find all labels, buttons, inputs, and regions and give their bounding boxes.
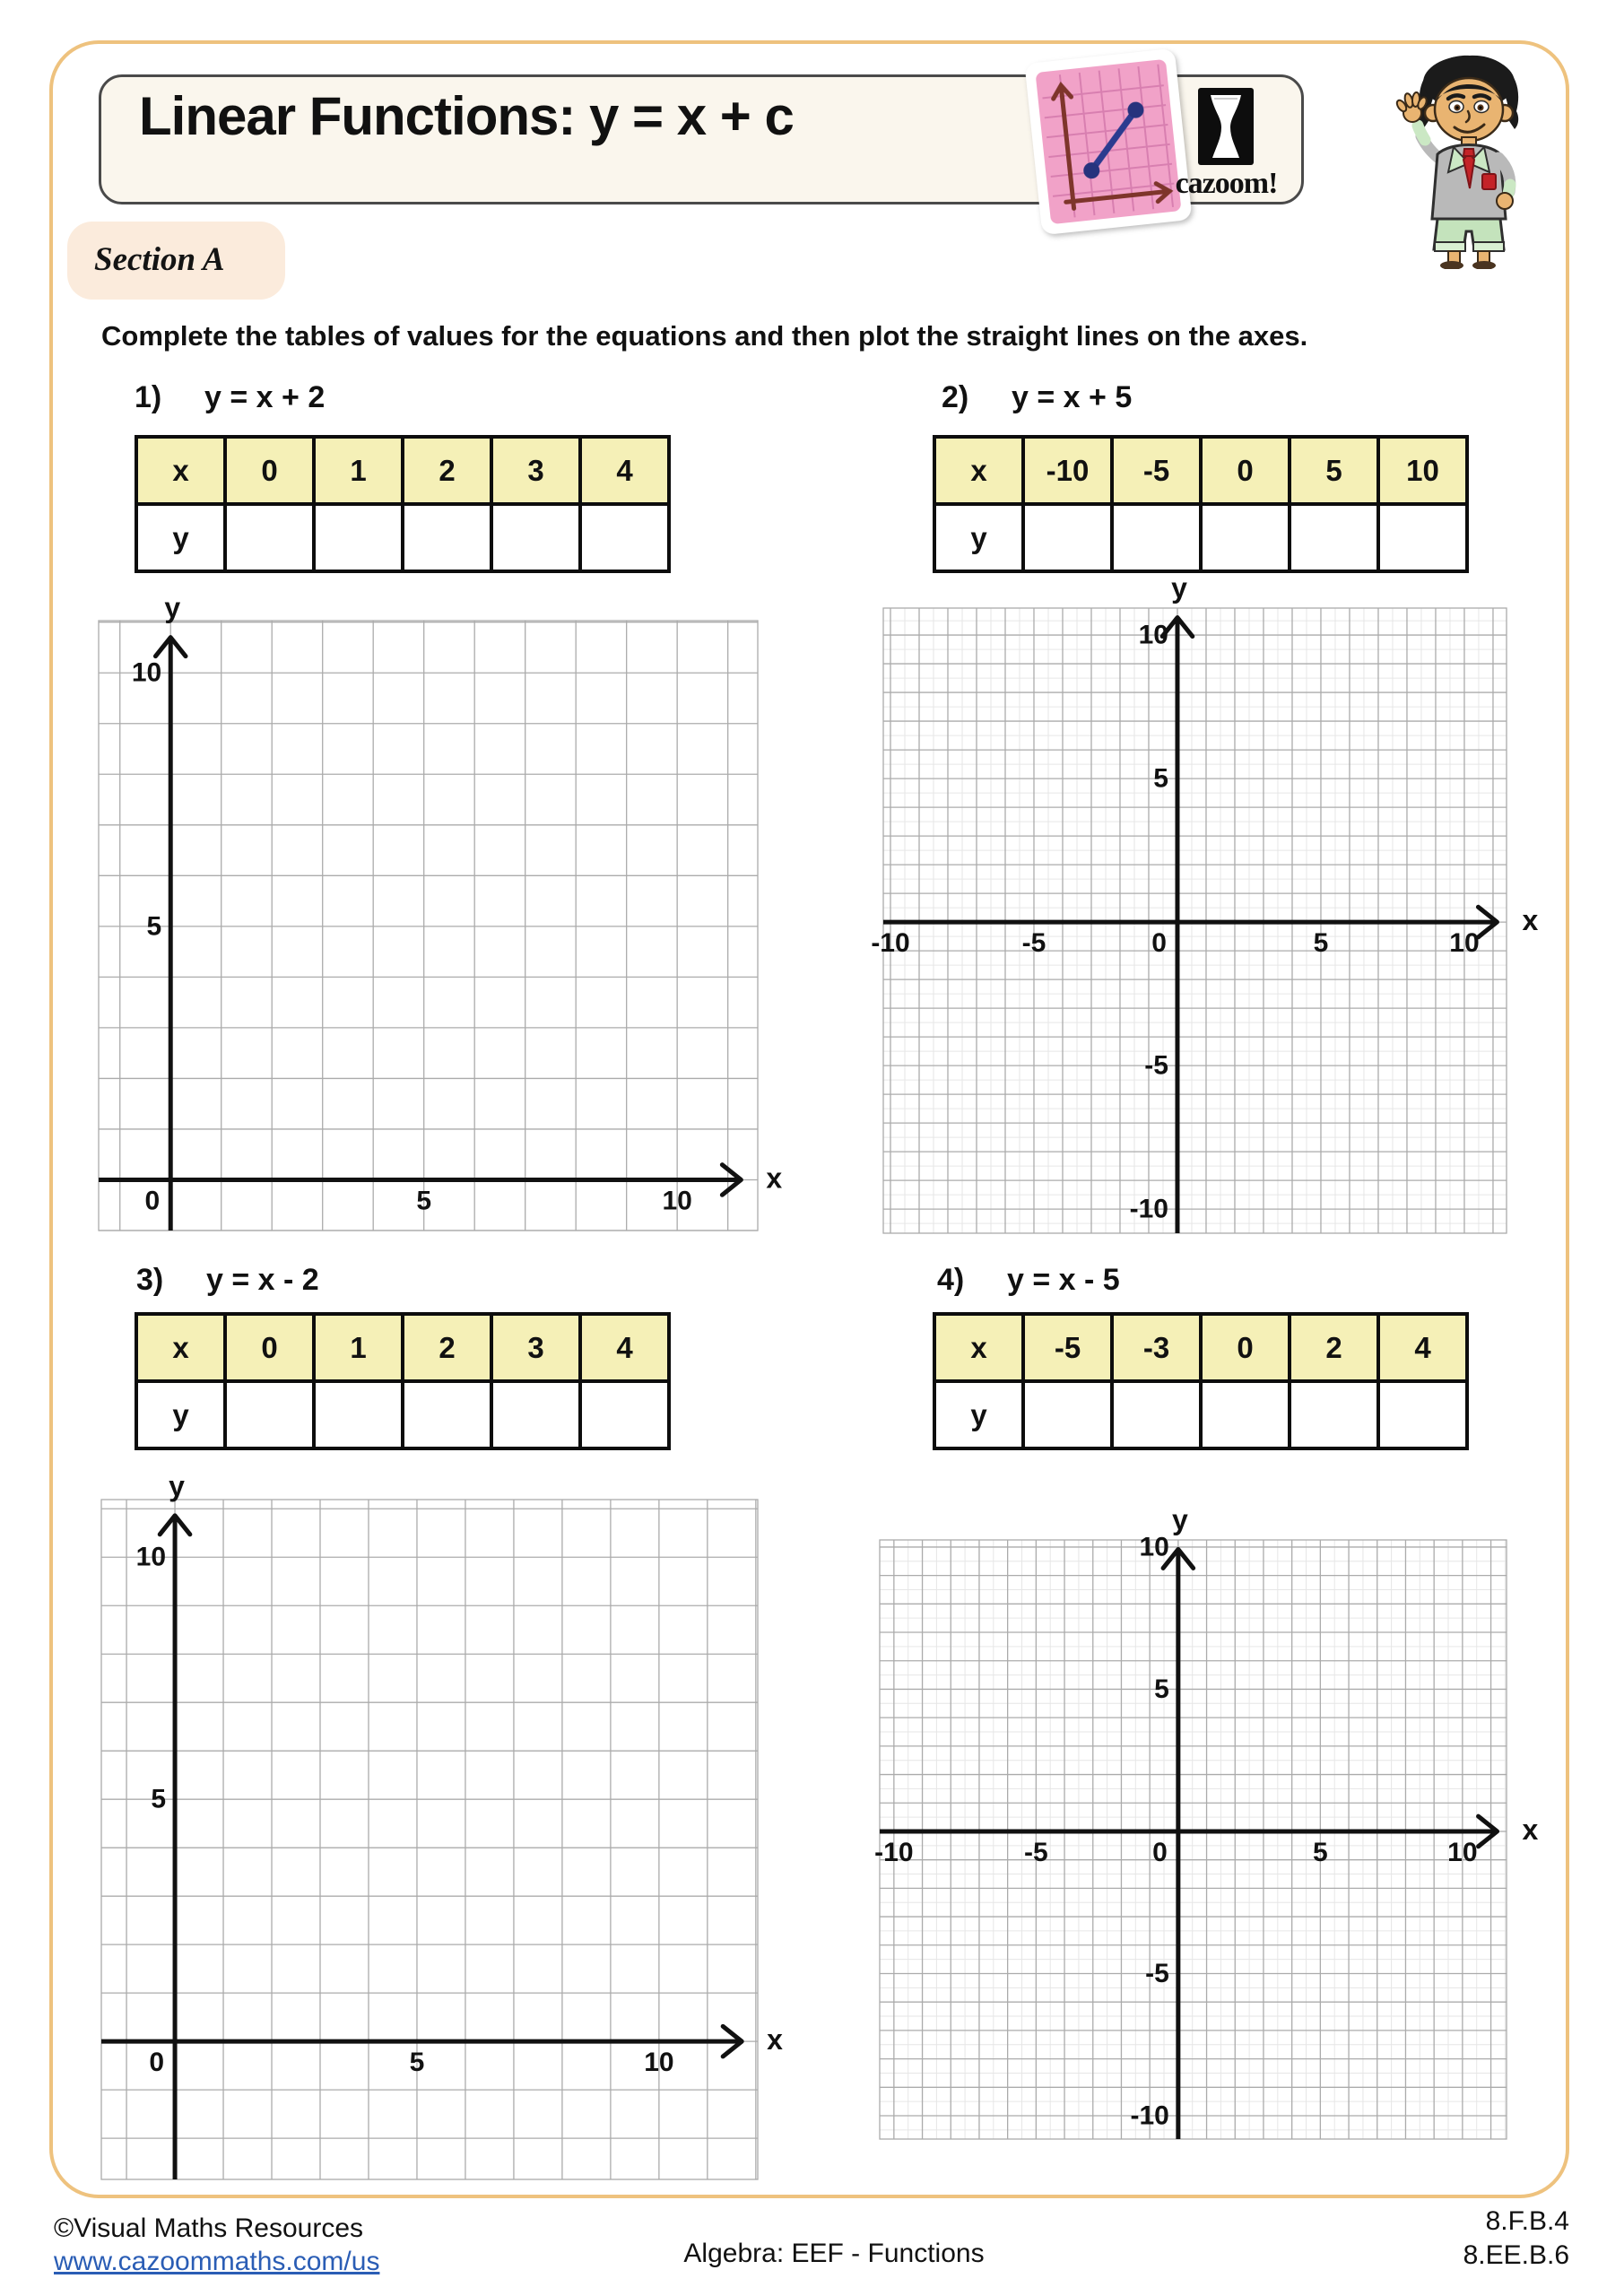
svg-text:0: 0 <box>1151 927 1167 958</box>
svg-text:5: 5 <box>416 1186 432 1216</box>
svg-text:y: y <box>169 1469 185 1502</box>
svg-text:x: x <box>1522 1813 1539 1846</box>
svg-text:5: 5 <box>1153 763 1168 794</box>
svg-text:0: 0 <box>144 1186 161 1216</box>
x-value-cell: 4 <box>580 1314 669 1381</box>
values-table-2 <box>933 435 1469 573</box>
svg-text:y: y <box>1171 1503 1188 1536</box>
x-value-cell: 0 <box>225 1314 314 1381</box>
x-value-cell: 0 <box>225 437 314 504</box>
row-header-cell: x <box>136 1314 225 1381</box>
answer-cell <box>1112 1381 1201 1448</box>
problem-1-equation: y = x + 2 <box>204 380 326 414</box>
page-title: Linear Functions: y = x + c <box>139 86 794 146</box>
problem-2-number: 2) <box>942 380 969 414</box>
row-header-cell: y <box>136 1381 225 1448</box>
website-link[interactable]: www.cazoommaths.com/us <box>54 2247 380 2276</box>
x-value-cell: -10 <box>1023 437 1112 504</box>
row-header-cell: x <box>934 1314 1023 1381</box>
svg-text:10: 10 <box>1449 927 1480 958</box>
x-value-cell: 0 <box>1201 1314 1290 1381</box>
answer-cell <box>314 504 403 571</box>
standard-code-2: 8.EE.B.6 <box>1463 2240 1569 2270</box>
problem-4-equation: y = x - 5 <box>1007 1263 1120 1297</box>
answer-cell <box>1112 504 1201 571</box>
problem-1-number: 1) <box>135 380 162 414</box>
x-value-cell: 10 <box>1378 437 1467 504</box>
answer-cell <box>1378 1381 1467 1448</box>
answer-cell <box>225 504 314 571</box>
boy-mascot-illustration <box>1385 47 1551 269</box>
cazoom-logo-text: cazoom! <box>1175 167 1278 200</box>
svg-text:10: 10 <box>644 2047 674 2077</box>
problem-1-heading <box>135 380 325 415</box>
x-value-cell: 1 <box>314 437 403 504</box>
row-header-cell: x <box>136 437 225 504</box>
x-value-cell: 0 <box>1201 437 1290 504</box>
standards-codes <box>1211 2205 1569 2273</box>
answer-cell <box>1378 504 1467 571</box>
svg-text:10: 10 <box>1447 1837 1478 1867</box>
problem-3-number: 3) <box>136 1263 164 1297</box>
svg-text:5: 5 <box>151 1784 167 1814</box>
problem-3-equation: y = x - 2 <box>206 1263 319 1297</box>
svg-text:-10: -10 <box>874 1837 914 1867</box>
svg-text:5: 5 <box>1154 1674 1169 1704</box>
problem-2-heading <box>942 380 1132 415</box>
answer-cell <box>1023 1381 1112 1448</box>
x-value-cell: 1 <box>314 1314 403 1381</box>
row-header-cell: y <box>934 504 1023 571</box>
svg-text:10: 10 <box>1139 1532 1169 1562</box>
svg-text:0: 0 <box>149 2047 165 2077</box>
svg-text:5: 5 <box>409 2047 425 2077</box>
svg-text:-5: -5 <box>1024 1837 1048 1867</box>
answer-cell <box>580 1381 669 1448</box>
x-value-cell: 5 <box>1290 437 1378 504</box>
svg-text:-5: -5 <box>1144 1050 1168 1081</box>
x-value-cell: 2 <box>403 1314 491 1381</box>
svg-text:-5: -5 <box>1145 1958 1169 1988</box>
svg-text:-10: -10 <box>1129 1194 1168 1224</box>
answer-cell <box>491 504 580 571</box>
values-table-1 <box>135 435 671 573</box>
svg-text:10: 10 <box>1138 620 1168 650</box>
x-value-cell: -5 <box>1112 437 1201 504</box>
answer-cell <box>580 504 669 571</box>
x-value-cell: 2 <box>1290 1314 1378 1381</box>
answer-cell <box>1201 504 1290 571</box>
answer-cell <box>1290 504 1378 571</box>
x-value-cell: -5 <box>1023 1314 1112 1381</box>
svg-text:-10: -10 <box>1130 2100 1169 2131</box>
svg-text:10: 10 <box>135 1542 167 1572</box>
row-header-cell: y <box>934 1381 1023 1448</box>
values-table-3 <box>135 1312 671 1450</box>
row-header-cell: y <box>136 504 225 571</box>
cazoom-logo-icon <box>1198 88 1254 165</box>
svg-text:10: 10 <box>662 1186 692 1216</box>
svg-text:x: x <box>766 1161 783 1195</box>
answer-cell <box>403 1381 491 1448</box>
answer-cell <box>1201 1381 1290 1448</box>
x-value-cell: 4 <box>1378 1314 1467 1381</box>
coordinate-grid-4 <box>835 1495 1551 2184</box>
x-value-cell: 3 <box>491 1314 580 1381</box>
values-table-4 <box>933 1312 1469 1450</box>
svg-text:0: 0 <box>1152 1837 1168 1867</box>
coordinate-grid-1 <box>54 576 803 1275</box>
row-header-cell: x <box>934 437 1023 504</box>
standard-code-1: 8.F.B.4 <box>1485 2206 1569 2236</box>
coordinate-grid-3 <box>56 1455 803 2224</box>
answer-cell <box>403 504 491 571</box>
answer-cell <box>225 1381 314 1448</box>
svg-text:-5: -5 <box>1021 927 1046 958</box>
copyright-text: ©Visual Maths Resources <box>54 2213 364 2243</box>
svg-text:-10: -10 <box>871 927 910 958</box>
x-value-cell: -3 <box>1112 1314 1201 1381</box>
svg-text:10: 10 <box>131 657 162 688</box>
x-value-cell: 3 <box>491 437 580 504</box>
section-label: Section A <box>94 241 225 278</box>
answer-cell <box>314 1381 403 1448</box>
line-graph-icon <box>1024 48 1192 236</box>
coordinate-grid-2 <box>838 563 1551 1278</box>
footer-topic-text: Algebra: EEF - Functions <box>683 2239 985 2268</box>
problem-4-number: 4) <box>937 1263 965 1297</box>
svg-text:5: 5 <box>146 911 162 942</box>
answer-cell <box>1290 1381 1378 1448</box>
svg-text:y: y <box>1171 571 1187 604</box>
svg-text:x: x <box>1522 904 1539 937</box>
svg-text:5: 5 <box>1313 1837 1328 1867</box>
x-value-cell: 2 <box>403 437 491 504</box>
svg-text:5: 5 <box>1313 927 1329 958</box>
instruction-text: Complete the tables of values for the equations and then plot the straight lines on the axes. <box>101 320 1308 352</box>
svg-text:y: y <box>164 591 181 624</box>
answer-cell <box>491 1381 580 1448</box>
x-value-cell: 4 <box>580 437 669 504</box>
problem-2-equation: y = x + 5 <box>1012 380 1133 414</box>
answer-cell <box>1023 504 1112 571</box>
svg-text:x: x <box>767 2023 783 2057</box>
